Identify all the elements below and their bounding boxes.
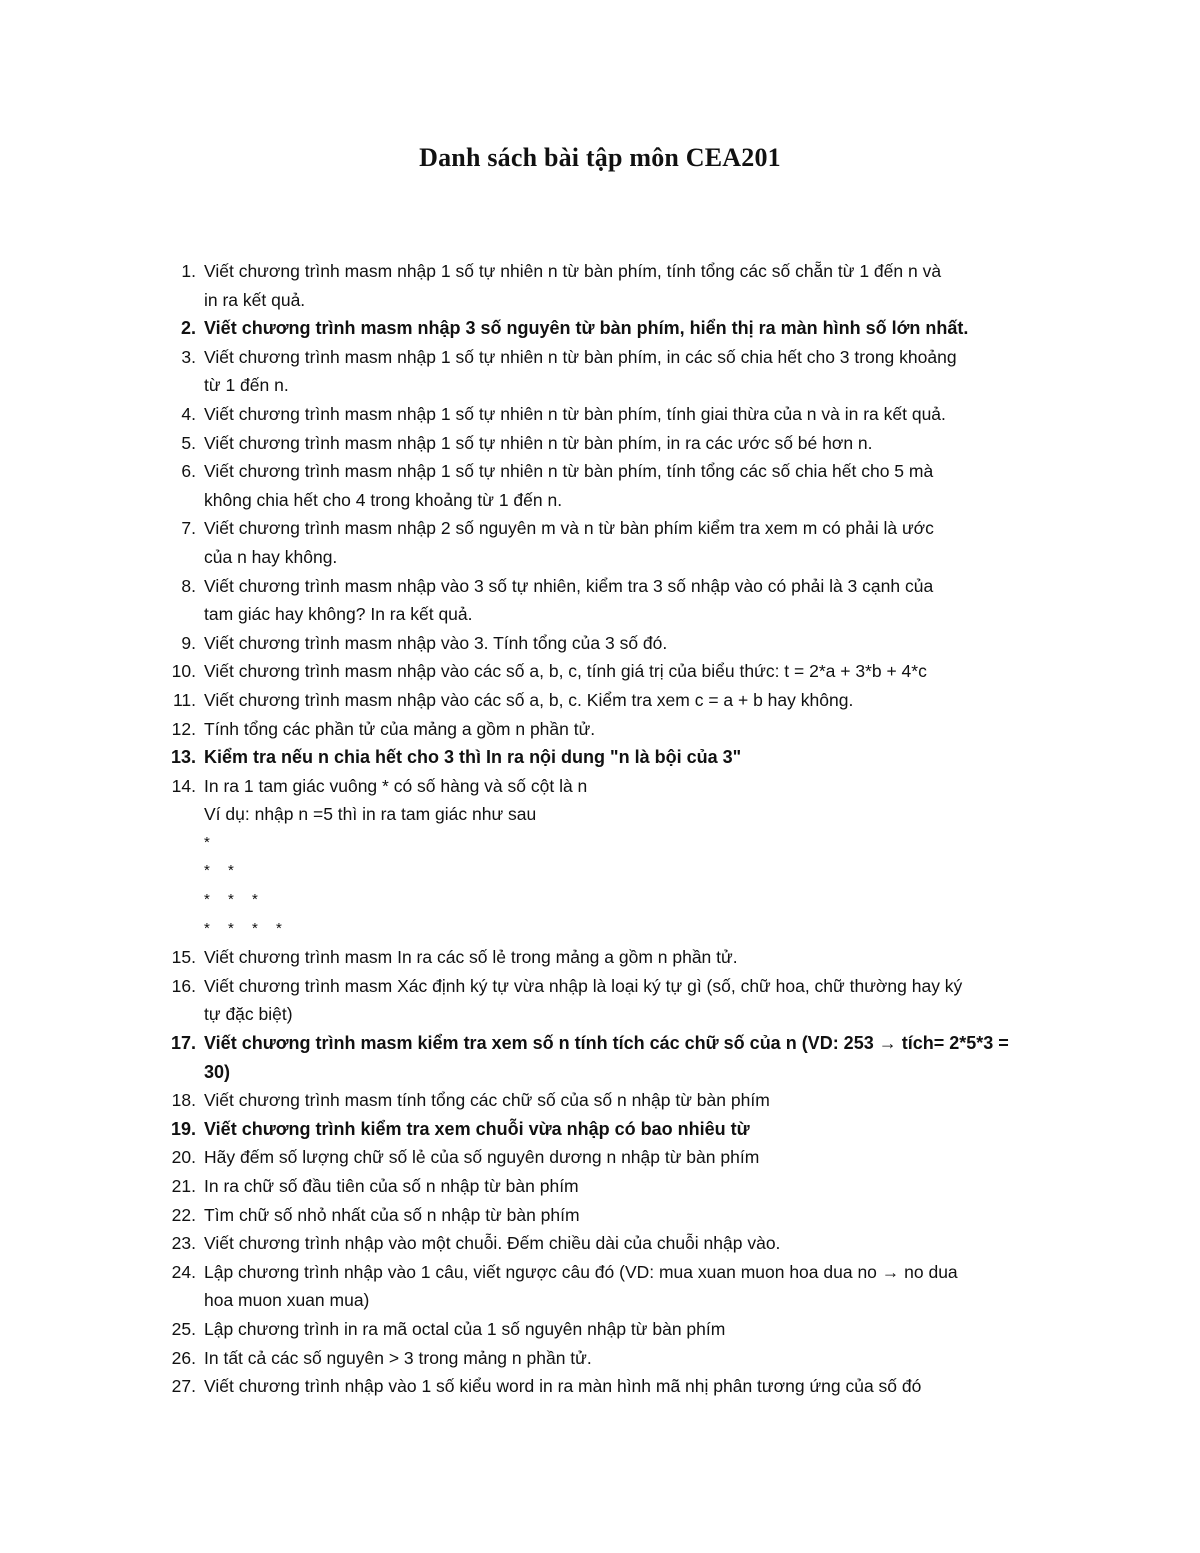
item-text-line: Viết chương trình masm nhập 2 số nguyên m và n từ bàn phím kiểm tra xem m có phải là ước: [204, 518, 934, 539]
item-number: 27.: [171, 1376, 196, 1397]
list-item: [0, 972, 1200, 1029]
item-text: [204, 772, 1064, 944]
item-text: [204, 257, 1064, 314]
list-item: [0, 772, 1200, 944]
item-text-line: tam giác hay không? In ra kết quả.: [204, 604, 473, 625]
item-text-line: hoa muon xuan mua): [204, 1290, 370, 1311]
item-text-line: Viết chương trình masm nhập 3 số nguyên từ bàn phím, hiển thị ra màn hình số lớn nhất.: [204, 318, 969, 339]
item-text-line: Viết chương trình nhập vào 1 số kiểu word in ra màn hình mã nhị phân tương ứng của số đó: [204, 1376, 922, 1397]
item-text: [204, 1172, 1064, 1201]
list-item: [0, 686, 1200, 715]
item-number: 13.: [170, 747, 196, 768]
item-text-line: Hãy đếm số lượng chữ số lẻ của số nguyên dương n nhập từ bàn phím: [204, 1147, 760, 1168]
list-item: [0, 1344, 1200, 1373]
item-number: 10.: [171, 661, 196, 682]
list-item: [0, 743, 1200, 772]
item-number: 26.: [171, 1347, 196, 1368]
item-text: [204, 314, 1064, 343]
item-number: 7.: [181, 518, 196, 539]
item-text-line: Tìm chữ số nhỏ nhất của số n nhập từ bàn phím: [204, 1204, 580, 1225]
list-item: [0, 1143, 1200, 1172]
item-text: [204, 1344, 1064, 1373]
list-item: [0, 1172, 1200, 1201]
item-text-line: Viết chương trình masm nhập vào các số a, b, c. Kiểm tra xem c = a + b hay không.: [204, 689, 854, 710]
item-text-line: Viết chương trình masm nhập 1 số tự nhiên n từ bàn phím, in các số chia hết cho 3 trong khoảng: [204, 346, 957, 367]
item-text: [204, 629, 1064, 658]
list-item: [0, 657, 1200, 686]
item-text-line: Viết chương trình masm nhập 1 số tự nhiên n từ bàn phím, tính tổng các số chẵn từ 1 đến n và: [204, 261, 942, 281]
item-text-line: Viết chương trình masm nhập vào 3 số tự nhiên, kiểm tra 3 số nhập vào có phải là 3 cạnh của: [204, 575, 934, 596]
list-item: [0, 400, 1200, 429]
item-text: [204, 657, 1064, 686]
item-text-line: Lập chương trình nhập vào 1 câu, viết ngược câu đó (VD: mua xuan muon hoa dua no → no dua: [204, 1261, 958, 1282]
item-text: [204, 743, 1064, 772]
list-item: [0, 1201, 1200, 1230]
item-text: [204, 943, 1064, 972]
item-text: [204, 1029, 1064, 1086]
item-text: [204, 1315, 1064, 1344]
list-item: [0, 1086, 1200, 1115]
list-item: [0, 257, 1200, 314]
exercise-list: [0, 257, 1200, 1401]
item-text: [204, 1229, 1064, 1258]
item-number: 20.: [171, 1147, 196, 1168]
item-text: [204, 1086, 1064, 1115]
item-text-line: * *: [204, 862, 241, 880]
item-text-line: Ví dụ: nhập n =5 thì in ra tam giác như sau: [204, 804, 537, 825]
item-number: 21.: [171, 1176, 196, 1196]
item-text: [204, 457, 1064, 514]
item-text-line: Viết chương trình masm Xác định ký tự vừa nhập là loại ký tự gì (số, chữ hoa, chữ thường hay ký: [204, 975, 963, 996]
item-number: 5.: [181, 432, 196, 453]
item-text: [204, 572, 1064, 629]
item-text-line: của n hay không.: [204, 546, 338, 567]
item-text-line: Viết chương trình masm nhập 1 số tự nhiên n từ bàn phím, in ra các ước số bé hơn n.: [204, 432, 873, 453]
item-text-line: không chia hết cho 4 trong khoảng từ 1 đến n.: [204, 489, 563, 510]
item-number: 15.: [171, 947, 196, 968]
item-text: [204, 1115, 1064, 1144]
item-number: 4.: [181, 403, 196, 424]
list-item: [0, 715, 1200, 744]
item-text-line: tự đặc biệt): [204, 1004, 293, 1025]
list-item: [0, 514, 1200, 571]
item-text-line: Lập chương trình in ra mã octal của 1 số nguyên nhập từ bàn phím: [204, 1318, 726, 1339]
item-text-line: In ra chữ số đầu tiên của số n nhập từ bàn phím: [204, 1176, 579, 1196]
item-text-line: in ra kết quả.: [204, 289, 306, 310]
list-item: [0, 1029, 1200, 1086]
item-text-line: Viết chương trình masm In ra các số lẻ trong mảng a gồm n phần tử.: [204, 947, 738, 968]
item-text: [204, 514, 1064, 571]
item-text: [204, 343, 1064, 400]
item-text-line: In tất cả các số nguyên > 3 trong mảng n phần tử.: [204, 1347, 592, 1368]
item-number: 18.: [171, 1090, 196, 1111]
item-number: 3.: [181, 346, 196, 367]
item-number: 14.: [171, 775, 196, 796]
list-item: [0, 1229, 1200, 1258]
item-text-line: * * *: [204, 891, 265, 909]
item-text: [204, 1258, 1064, 1315]
item-number: 25.: [171, 1318, 196, 1339]
list-item: [0, 572, 1200, 629]
list-item: [0, 314, 1200, 343]
item-text: [204, 686, 1064, 715]
item-text-line: Tính tổng các phần tử của mảng a gồm n phần tử.: [204, 718, 596, 739]
list-item: [0, 343, 1200, 400]
item-text: [204, 972, 1064, 1029]
item-number: 22.: [171, 1204, 196, 1225]
item-number: 1.: [181, 261, 196, 281]
item-number: 23.: [171, 1233, 196, 1254]
list-item: [0, 457, 1200, 514]
item-text: [204, 429, 1064, 458]
item-text-line: Viết chương trình masm nhập vào 3. Tính tổng của 3 số đó.: [204, 632, 668, 653]
item-number: 11.: [172, 689, 196, 710]
list-item: [0, 1315, 1200, 1344]
item-number: 17.: [170, 1033, 196, 1054]
item-text-line: Viết chương trình masm nhập vào các số a, b, c, tính giá trị của biểu thức: t = 2*a + 3*b + 4*c: [204, 661, 927, 682]
list-item: [0, 1258, 1200, 1315]
list-item: [0, 943, 1200, 972]
item-text-line: Viết chương trình masm kiểm tra xem số n tính tích các chữ số của n (VD: 253 → tích= 2*5*3 =: [204, 1033, 1009, 1054]
item-text: [204, 1201, 1064, 1230]
list-item: [0, 629, 1200, 658]
item-text-line: Viết chương trình kiểm tra xem chuỗi vừa nhập có bao nhiêu từ: [204, 1118, 750, 1139]
item-text-line: Viết chương trình masm nhập 1 số tự nhiên n từ bàn phím, tính giai thừa của n và in ra kết quả.: [204, 403, 946, 424]
item-text-line: In ra 1 tam giác vuông * có số hàng và số cột là n: [204, 775, 588, 796]
item-text: [204, 400, 1064, 429]
list-item: [0, 429, 1200, 458]
item-text-line: *: [204, 833, 217, 851]
list-item: [0, 1115, 1200, 1144]
item-number: 6.: [181, 461, 196, 482]
item-text-line: Viết chương trình masm tính tổng các chữ số của số n nhập từ bàn phím: [204, 1090, 770, 1111]
item-text-line: Kiểm tra nếu n chia hết cho 3 thì In ra nội dung "n là bội của 3": [204, 747, 742, 768]
list-item: [0, 1372, 1200, 1401]
item-number: 8.: [181, 575, 196, 596]
item-text: [204, 715, 1064, 744]
item-number: 2.: [180, 318, 196, 339]
item-number: 12.: [171, 718, 196, 739]
item-text-line: Viết chương trình masm nhập 1 số tự nhiên n từ bàn phím, tính tổng các số chia hết cho 5 mà: [204, 461, 934, 482]
item-number: 24.: [171, 1261, 196, 1282]
item-text: [204, 1143, 1064, 1172]
item-text-line: * * * *: [204, 919, 289, 937]
document-title: Danh sách bài tập môn CEA201: [419, 143, 781, 172]
item-text-line: từ 1 đến n.: [204, 375, 289, 396]
item-number: 16.: [171, 975, 196, 996]
item-number: 19.: [170, 1118, 196, 1139]
item-text: [204, 1372, 1064, 1401]
item-text-line: 30): [204, 1061, 231, 1082]
item-text-line: Viết chương trình nhập vào một chuỗi. Đếm chiều dài của chuỗi nhập vào.: [204, 1233, 781, 1254]
item-number: 9.: [181, 632, 196, 653]
